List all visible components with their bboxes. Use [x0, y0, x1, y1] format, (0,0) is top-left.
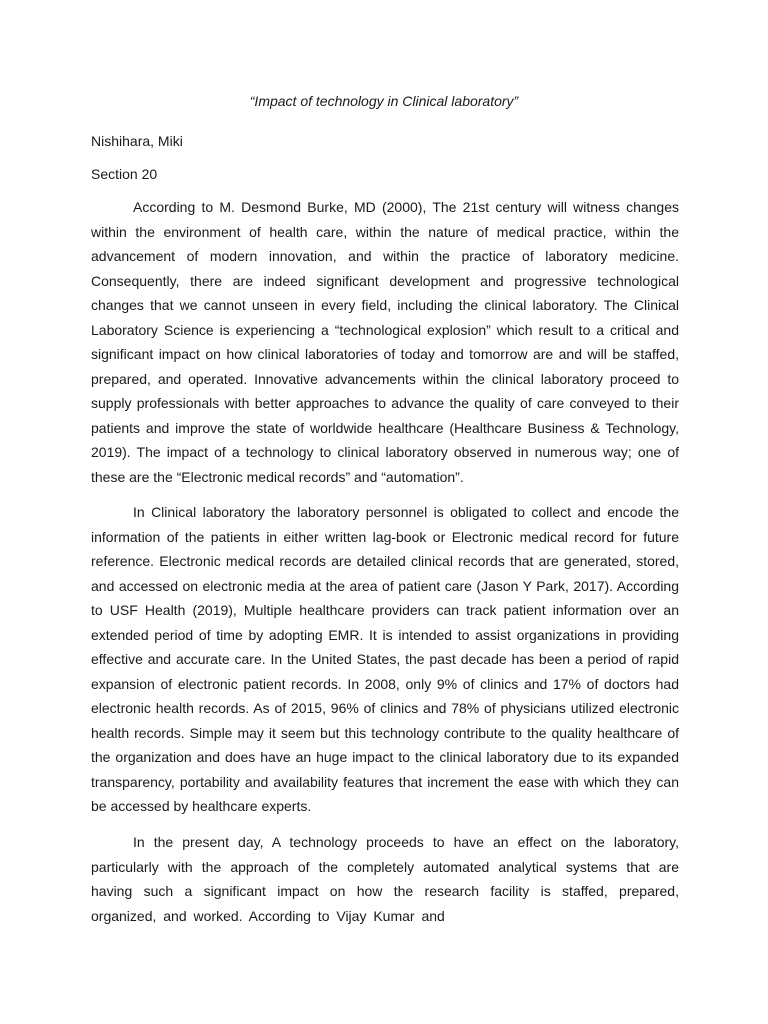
paragraph-2: [91, 500, 679, 819]
paragraph-3: [91, 830, 679, 928]
paragraph-text: According to M. Desmond Burke, MD (2000), The 21st century will witness changes within the environment of health care, within the nature of medical practice, within the advancement of modern innovation, and within the practice of laboratory medicine. Consequently, there are indeed significant development and progressive technological changes that we cannot unseen in every field, including the clinical laboratory. The Clinical Laboratory Science is experiencing a “technological explosion” which result to a critical and significant impact on how clinical laboratories of today and tomorrow are and will be staffed, prepared, and operated. Innovative advancements within the clinical laboratory proceed to supply professionals with better approaches to advance the quality of care conveyed to their patients and improve the state of worldwide healthcare (Healthcare Business & Technology, 2019). The impact of a technology to clinical laboratory observed in numerous way; one of these are the “Electronic medical records” and “automation”.: [91, 199, 679, 485]
paragraph-text: In the present day, A technology proceeds to have an effect on the laboratory, particularly with the approach of the completely automated analytical systems that are having such a significant impact on how the research facility is staffed, prepared, organized, and worked. According to Vijay Kumar and: [91, 834, 679, 924]
paragraph-1: [91, 195, 679, 489]
document-title: “Impact of technology in Clinical laboratory”: [249, 93, 519, 109]
author-name: Nishihara, Miki: [91, 133, 183, 149]
paragraph-text: In Clinical laboratory the laboratory personnel is obligated to collect and encode the information of the patients in either written lag-book or Electronic medical record for future reference. Electronic medical records are detailed clinical records that are generated, stored, and accessed on electronic media at the area of patient care (Jason Y Park, 2017). According to USF Health (2019), Multiple healthcare providers can track patient information over an extended period of time by adopting EMR. It is intended to assist organizations in providing effective and accurate care. In the United States, the past decade has been a period of rapid expansion of electronic patient records. In 2008, only 9% of clinics and 17% of doctors had electronic health records. As of 2015, 96% of clinics and 78% of physicians utilized electronic health records. Simple may it seem but this technology contribute to the quality healthcare of the organization and does have an huge impact to the clinical laboratory due to its expanded transparency, portability and availability features that increment the ease with which they can be accessed by healthcare experts.: [91, 504, 679, 814]
section-label: Section 20: [91, 166, 158, 182]
